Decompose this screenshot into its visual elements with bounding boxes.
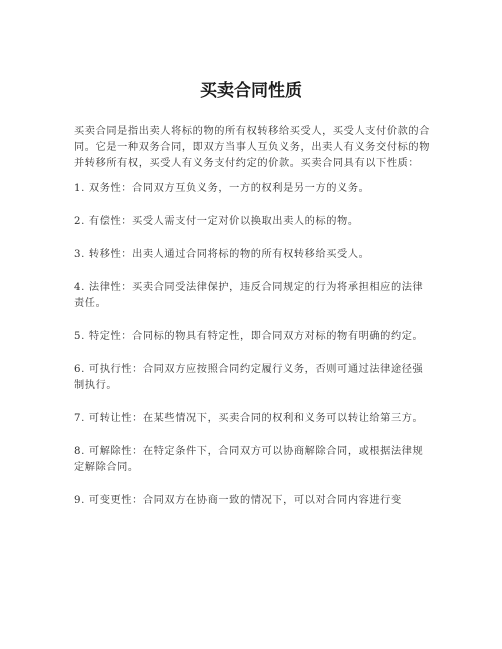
list-item	[74, 280, 430, 312]
list-item-number: 1.	[74, 183, 85, 194]
list-item-number: 8.	[74, 446, 85, 457]
list-item	[74, 329, 430, 345]
property-list	[74, 181, 430, 526]
list-item	[74, 411, 430, 427]
intro-paragraph: 买卖合同是指出卖人将标的物的所有权转移给买受人，买受人支付价款的合同。它是一种双务合同，即双方当事人互负义务，出卖人有义务交付标的物并转移所有权，买受人有义务支付约定的价款。买卖合同具有以下性质：	[74, 126, 430, 169]
list-item-number: 4.	[74, 282, 85, 293]
list-item-text: 可执行性：合同双方应按照合同约定履行义务，否则可通过法律途径强制执行。	[74, 364, 424, 391]
list-item	[74, 493, 430, 509]
list-item-text: 可变更性：合同双方在协商一致的情况下，可以对合同内容进行变	[88, 495, 402, 506]
list-item-text: 特定性：合同标的物具有特定性，即合同双方对标的物有明确的约定。	[88, 331, 424, 342]
list-item-text: 转移性：出卖人通过合同将标的物的所有权转移给买受人。	[88, 249, 370, 260]
list-item-number: 5.	[74, 331, 85, 342]
list-item-number: 9.	[74, 495, 85, 506]
list-item	[74, 214, 430, 230]
list-item	[74, 247, 430, 263]
list-item-number: 3.	[74, 249, 85, 260]
list-item-text: 法律性：买卖合同受法律保护，违反合同规定的行为将承担相应的法律责任。	[74, 282, 424, 309]
list-item	[74, 181, 430, 197]
list-item-number: 7.	[74, 413, 85, 424]
document-title: 买卖合同性质	[200, 81, 302, 101]
list-item-text: 可转让性：在某些情况下，买卖合同的权利和义务可以转让给第三方。	[88, 413, 424, 424]
list-item	[74, 362, 430, 394]
list-item-number: 2.	[74, 216, 85, 227]
list-item-text: 双务性：合同双方互负义务，一方的权利是另一方的义务。	[88, 183, 370, 194]
list-item-text: 有偿性：买受人需支付一定对价以换取出卖人的标的物。	[88, 216, 359, 227]
list-item	[74, 444, 430, 476]
list-item-text: 可解除性：在特定条件下，合同双方可以协商解除合同，或根据法律规定解除合同。	[74, 446, 424, 473]
list-item-number: 6.	[74, 364, 85, 375]
